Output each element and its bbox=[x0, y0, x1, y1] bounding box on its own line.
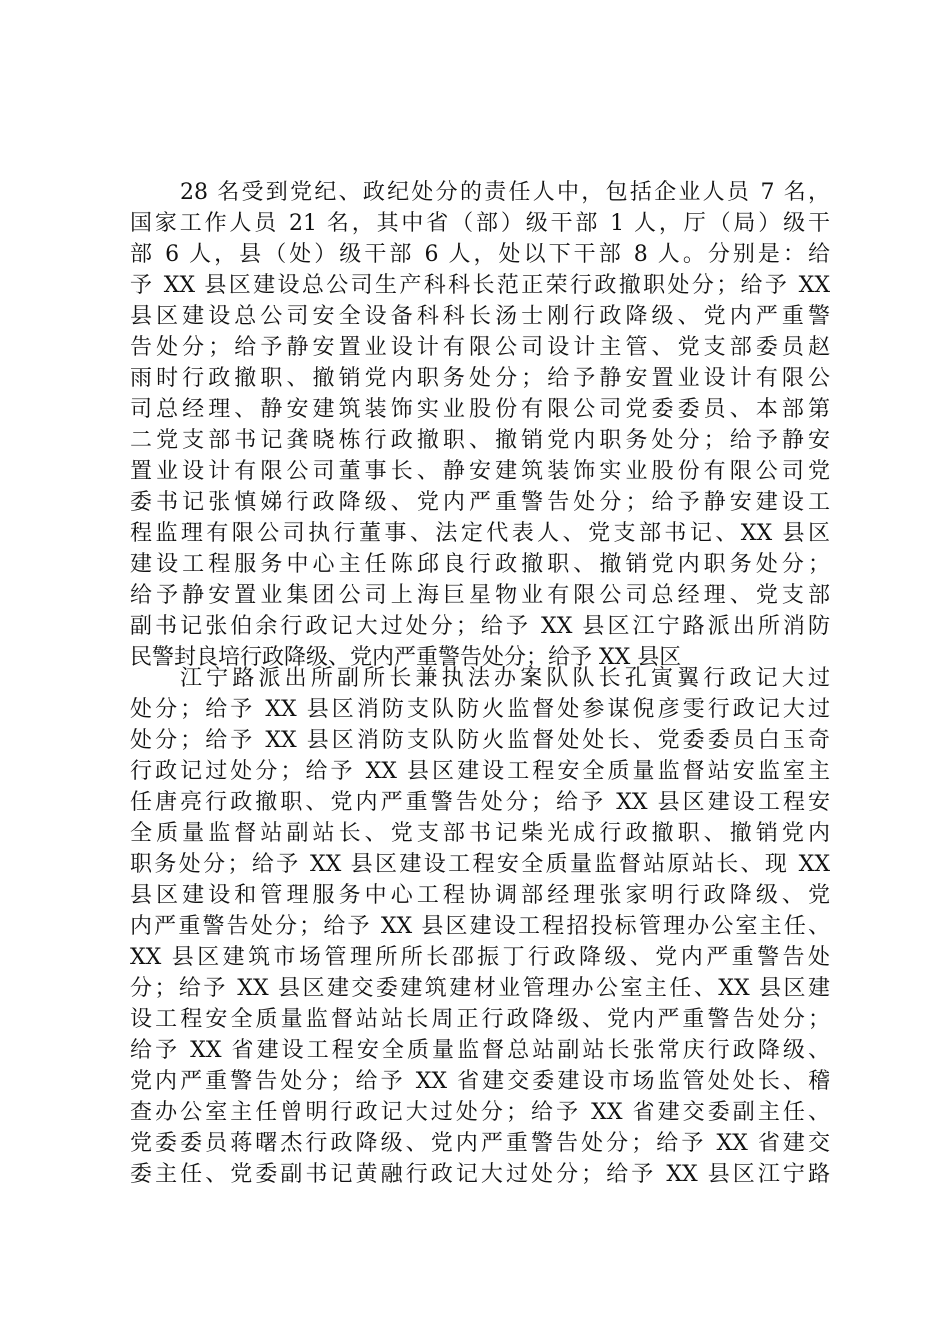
text-line: 党内严重警告处分；给予 XX 省建交委建设市场监管处处长、稽 bbox=[130, 1069, 830, 1094]
text-line: 部 6 人，县（处）级干部 6 人，处以下干部 8 人。分别是：给 bbox=[130, 242, 830, 267]
text-line: 副书记张伯余行政记大过处分；给予 XX 县区江宁路派出所消防 bbox=[130, 614, 830, 639]
text-line: 予 XX 县区建设总公司生产科科长范正荣行政撤职处分；给予 XX bbox=[130, 273, 830, 298]
text-line: 国家工作人员 21 名，其中省（部）级干部 1 人，厅（局）级干 bbox=[130, 211, 830, 236]
text-line: 党委委员蒋曙杰行政降级、党内严重警告处分；给予 XX 省建交 bbox=[130, 1131, 830, 1156]
text-line: 给予 XX 省建设工程安全质量监督总站副站长张常庆行政降级、 bbox=[130, 1038, 830, 1063]
paragraph-2 bbox=[130, 663, 830, 1190]
text-line: 委主任、党委副书记黄融行政记大过处分；给予 XX 县区江宁路 bbox=[130, 1162, 830, 1187]
text-line: 内严重警告处分；给予 XX 县区建设工程招投标管理办公室主任、 bbox=[130, 914, 830, 939]
text-line: XX 县区建筑市场管理所所长邵振丁行政降级、党内严重警告处 bbox=[130, 945, 830, 970]
text-line: 置业设计有限公司董事长、静安建筑装饰实业股份有限公司党 bbox=[130, 459, 830, 484]
text-line: 建设工程服务中心主任陈邱良行政撤职、撤销党内职务处分； bbox=[130, 552, 830, 577]
text-line: 县区建设和管理服务中心工程协调部经理张家明行政降级、党 bbox=[130, 883, 830, 908]
text-line: 28 名受到党纪、政纪处分的责任人中，包括企业人员 7 名， bbox=[180, 180, 830, 205]
text-line: 雨时行政撤职、撤销党内职务处分；给予静安置业设计有限公 bbox=[130, 366, 830, 391]
text-line: 司总经理、静安建筑装饰实业股份有限公司党委委员、本部第 bbox=[130, 397, 830, 422]
text-line: 设工程安全质量监督站站长周正行政降级、党内严重警告处分； bbox=[130, 1007, 830, 1032]
text-line: 行政记过处分；给予 XX 县区建设工程安全质量监督站安监室主 bbox=[130, 759, 830, 784]
text-line: 县区建设总公司安全设备科科长汤士刚行政降级、党内严重警 bbox=[130, 304, 830, 329]
text-line: 处分；给予 XX 县区消防支队防火监督处参谋倪彦雯行政记大过 bbox=[130, 697, 830, 722]
text-line: 给予静安置业集团公司上海巨星物业有限公司总经理、党支部 bbox=[130, 583, 830, 608]
text-line: 职务处分；给予 XX 县区建设工程安全质量监督站原站长、现 XX bbox=[130, 852, 830, 877]
text-line: 告处分；给予静安置业设计有限公司设计主管、党支部委员赵 bbox=[130, 335, 830, 360]
text-line: 分；给予 XX 县区建交委建筑建材业管理办公室主任、XX 县区建 bbox=[130, 976, 830, 1001]
text-line: 委书记张慎娣行政降级、党内严重警告处分；给予静安建设工 bbox=[130, 490, 830, 515]
text-line: 民警封良培行政降级、党内严重警告处分；给予 XX 县区 bbox=[130, 645, 682, 670]
text-line: 程监理有限公司执行董事、法定代表人、党支部书记、XX 县区 bbox=[130, 521, 830, 546]
text-line: 二党支部书记龚晓栋行政撤职、撤销党内职务处分；给予静安 bbox=[130, 428, 830, 453]
paragraph-1 bbox=[130, 177, 830, 673]
text-line: 江宁路派出所副所长兼执法办案队队长孔寅翼行政记大过 bbox=[180, 666, 830, 691]
text-line: 处分；给予 XX 县区消防支队防火监督处处长、党委委员白玉奇 bbox=[130, 728, 830, 753]
text-line: 查办公室主任曾明行政记大过处分；给予 XX 省建交委副主任、 bbox=[130, 1100, 830, 1125]
text-line: 任唐亮行政撤职、党内严重警告处分；给予 XX 县区建设工程安 bbox=[130, 790, 830, 815]
text-line: 全质量监督站副站长、党支部书记柴光成行政撤职、撤销党内 bbox=[130, 821, 830, 846]
